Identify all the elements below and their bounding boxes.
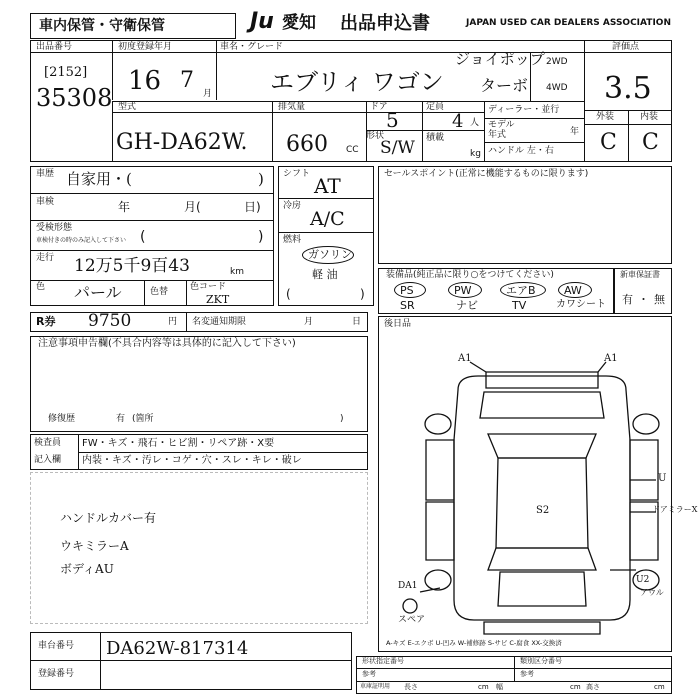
fuel-open: ( [286,287,291,301]
load-label: 積載 [426,133,445,143]
registration-month: 7 [180,68,194,93]
mark-u: U [658,473,667,484]
lot-bracket: [2152] [44,65,88,80]
association-name: JAPAN USED CAR DEALERS ASSOCIATION [466,18,671,28]
equipment-navi: ナビ [456,299,478,312]
mark-u2: U2 [636,575,650,585]
notice-label: 名変通知期限 [192,317,247,327]
footer-shape-label: 形状指定番号 [362,657,404,665]
damage-legend: A-キズ E-エクボ U-凹み W-補修跡 S-サビ C-腐食 XX-交換済 [386,639,562,647]
entry-label: 記入欄 [34,455,62,465]
repair-history-close: ) [340,414,344,424]
type-value: GH-DA62W. [116,130,248,155]
sales-point-label: セールスポイント(正常に機能するものに限ります) [384,169,589,179]
shift-value: AT [314,174,341,198]
repair-later-label: 後日品 [384,319,412,329]
mark-door-mirror: ドアミラーX [652,505,698,514]
equipment-seat: カワシート [556,299,606,310]
diagram-rear-bumper [484,622,600,634]
interior-label: 内装 [640,112,659,122]
diagram-rear-gate [498,572,586,606]
diagram-rear-window [488,548,596,570]
doors-label: ドア [370,102,388,112]
model-year-sub: 年式 [488,130,507,140]
accepted-open: ( [140,229,146,245]
year-unit: 年 [570,127,580,137]
equipment-pw: PW [454,284,472,297]
color-change-label: 色替 [150,287,169,297]
repair-history-label: 修復歴 [48,414,76,424]
fuel-label: 燃料 [283,235,302,245]
drive-2wd: 2WD [546,57,568,67]
footer-length-label: 長さ [404,683,418,691]
color-value: パール [74,283,122,302]
footer-height-unit: cm [654,683,665,691]
history-close: ) [258,170,264,188]
diagram-spare-tire [403,599,417,613]
color-code-label: 色コード [190,282,227,292]
check-row-interior: 内装・キズ・汚レ・コゲ・穴・スレ・キレ・破レ [82,455,302,466]
footer-length-unit: cm [478,683,489,691]
mileage-unit: km [230,267,244,277]
dealer-label: ディーラー・並行 [488,105,560,115]
equipment-ps: PS [400,284,414,297]
aircon-value: A/C [310,208,345,230]
note-body: ボディAU [60,562,114,576]
footer-class-ref: 参考 [520,670,534,678]
equipment-sr: SR [400,299,415,312]
handle-label: ハンドル 左・右 [488,146,554,156]
grade-line1: ジョイポップ [455,50,545,68]
mark-s2: S2 [536,505,550,516]
shift-label: シフト [283,169,311,179]
category-label: 車内保管・守衛保管 [39,18,165,34]
inspection-year-unit: 年 [118,200,131,214]
inspection-month-unit: 月( [184,200,201,214]
mileage-label: 走行 [36,253,55,263]
warranty-label: 新車保証書 [620,270,660,279]
registration-label: 初度登録年月 [118,42,173,52]
grade-line2: ターボ [480,76,529,95]
exterior-label: 外装 [596,112,615,122]
history-label: 車歴 [36,169,55,179]
mileage-value: 12万5千9百43 [74,256,190,276]
history-value: 自家用・( [66,170,132,188]
notes-label: 注意事項申告欄(不具合内容等は具体的に記入して下さい) [38,338,296,349]
recycle-value: 9750 [88,311,132,331]
ju-logo: Ju [250,9,274,34]
check-row-exterior: FW・キズ・飛石・ヒビ割・リペア跡・X要 [82,438,275,449]
inspection-label: 車検 [36,197,55,207]
cc-unit: CC [346,145,359,155]
spare-label: スペア [398,615,426,625]
chassis-value: DA62W-817314 [106,638,249,659]
diagram-left-front-door [426,440,454,500]
warranty-yes: 有 [622,293,633,306]
chassis-label: 車台番号 [38,641,75,651]
accepted-label: 受検形態 [36,223,73,233]
mark-u2-sub: アウル [640,588,664,597]
equipment-tv: TV [512,299,527,312]
fuel-light-oil: 軽 油 [312,268,338,281]
diagram-front-bumper [486,372,598,388]
accepted-sub: 車検付きの時のみ記入して下さい [36,237,127,244]
capacity-label: 定員 [426,102,445,112]
diagram-wheel-rl [425,570,451,590]
reg-no-label: 登録番号 [38,669,75,679]
shape-value: S/W [380,138,415,158]
repair-history-value: 有 [116,414,126,424]
footer-height-label: 高さ [586,683,600,691]
inspection-day-unit: 日) [244,200,261,214]
capacity-value: 4 [452,111,464,132]
lot-number: 35308 [36,84,113,112]
equipment-aw: AW [564,284,582,297]
note-mirror: ウキミラーA [60,539,129,553]
fuel-gasoline: ガソリン [308,248,352,261]
mark-a1-left: A1 [458,353,472,364]
form-title: 出品申込書 [340,13,430,34]
fuel-close: ) [360,287,365,301]
inspector-label: 検査員 [34,438,62,448]
aircon-label: 冷房 [283,201,302,211]
diagram-right-front-door [630,440,658,500]
type-label: 型式 [118,102,137,112]
doors-value: 5 [386,108,399,132]
warranty-no: 無 [654,293,665,306]
recycle-label: R券 [36,315,56,328]
footer-class-label: 類別区分番号 [520,657,562,665]
exterior-grade: C [600,130,617,155]
registration-year: 16 [128,66,162,96]
mark-da1: DA1 [398,581,418,591]
diagram-windshield [488,434,596,458]
color-code-value: ZKT [206,293,230,306]
evaluation-label: 評価点 [612,42,640,52]
note-handle-cover: ハンドルカバー有 [60,511,157,525]
capacity-unit: 人 [470,118,480,128]
diagram-hood [480,392,604,418]
registration-month-unit: 月 [203,89,213,99]
displacement-value: 660 [286,132,328,157]
evaluation-score: 3.5 [604,71,652,106]
diagram-left-rear-door [426,502,454,560]
repair-history-place: (箇所 [132,414,154,424]
footer-cert-label: 車庫証明用 [360,683,391,690]
footer-width-unit: cm [570,683,581,691]
equipment-airbag: エアB [506,284,536,297]
drive-4wd: 4WD [546,83,568,93]
warranty-sep: ・ [638,293,649,306]
diagram-roof [496,458,588,548]
diagram-wheel-fl [425,414,451,434]
lot-label: 出品番号 [36,42,73,52]
color-label: 色 [36,282,46,292]
model-label: 車名・グレード [220,42,284,52]
footer-shape-ref: 参考 [362,670,376,678]
load-unit: kg [470,149,481,159]
displacement-label: 排気量 [278,102,306,112]
interior-grade: C [642,130,659,155]
diagram-wheel-fr [633,414,659,434]
footer-width-label: 幅 [496,683,503,691]
model-name: エブリィ ワゴン [270,68,444,96]
equipment-label: 装備品(純正品に限り○をつけてください) [386,270,554,280]
accepted-close: ) [258,229,264,245]
notice-month-unit: 月 [304,317,314,327]
shape-label: 形状 [366,131,385,141]
recycle-unit: 円 [168,317,178,327]
model-year-label: モデル [488,120,515,130]
mark-a1-right: A1 [604,353,618,364]
notice-day-unit: 日 [352,317,362,327]
org-name: 愛知 [282,13,316,33]
